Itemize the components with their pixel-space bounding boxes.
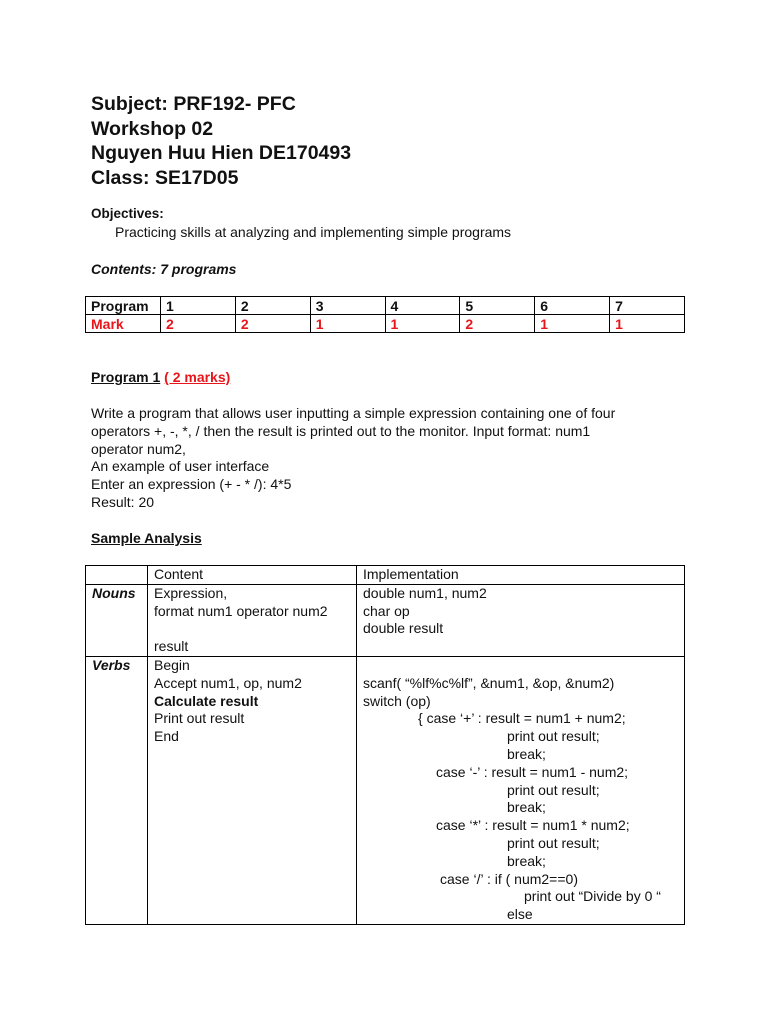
nouns-content-line: result bbox=[154, 638, 189, 655]
description-line: operators +, -, *, / then the result is printed out to the monitor. Input format: num1 bbox=[91, 422, 591, 439]
nouns-content-line: format num1 operator num2 bbox=[154, 602, 328, 619]
analysis-table bbox=[85, 565, 685, 925]
mark-value: 1 bbox=[535, 315, 610, 333]
verbs-label: Verbs bbox=[86, 656, 148, 924]
verbs-impl-line: print out result; bbox=[507, 834, 600, 851]
verbs-implementation bbox=[357, 656, 685, 924]
program-number: 1 bbox=[161, 297, 236, 315]
verbs-impl-line: case ‘*’ : result = num1 * num2; bbox=[436, 817, 630, 834]
program-label: Program bbox=[86, 297, 161, 315]
objectives-label: Objectives: bbox=[91, 206, 164, 221]
mark-value: 2 bbox=[161, 315, 236, 333]
program-number: 7 bbox=[610, 297, 685, 315]
objectives-text: Practicing skills at analyzing and implementing simple programs bbox=[115, 224, 512, 240]
workshop-title: Workshop 02 bbox=[91, 117, 214, 140]
verbs-content-line: Accept num1, op, num2 bbox=[154, 674, 302, 691]
title-block bbox=[91, 92, 351, 190]
mark-label: Mark bbox=[86, 315, 161, 333]
mark-value: 1 bbox=[610, 315, 685, 333]
nouns-content-line bbox=[154, 620, 350, 638]
empty-corner-cell bbox=[86, 566, 148, 585]
description-line: Write a program that allows user inputting a simple expression containing one of four bbox=[91, 405, 616, 421]
nouns-impl-line: double num1, num2 bbox=[363, 584, 487, 601]
program-number: 2 bbox=[235, 297, 310, 315]
verbs-content-line: End bbox=[154, 728, 179, 745]
content-column-header: Content bbox=[148, 566, 357, 585]
contents-label: Contents: 7 programs bbox=[91, 261, 237, 277]
verbs-impl-line: else bbox=[507, 906, 533, 923]
verbs-impl-line: break; bbox=[507, 852, 546, 869]
verbs-impl-line: break; bbox=[507, 745, 546, 762]
program-number: 6 bbox=[535, 297, 610, 315]
nouns-label: Nouns bbox=[86, 584, 148, 656]
program1-title: Program 1 bbox=[91, 369, 161, 385]
verbs-impl-line bbox=[363, 657, 678, 675]
mark-value: 2 bbox=[460, 315, 535, 333]
program1-description bbox=[91, 405, 651, 512]
nouns-impl-line: char op bbox=[363, 602, 410, 619]
program1-heading bbox=[91, 369, 230, 385]
verbs-impl-line: switch (op) bbox=[363, 692, 431, 709]
verbs-impl-line: print out result; bbox=[507, 728, 600, 745]
description-line: Enter an expression (+ - * /): 4*5 bbox=[91, 476, 292, 493]
sample-analysis-heading: Sample Analysis bbox=[91, 530, 202, 546]
verbs-impl-line: print out result; bbox=[507, 781, 600, 798]
mark-value: 2 bbox=[235, 315, 310, 333]
verbs-content-line: Calculate result bbox=[154, 692, 259, 709]
verbs-impl-line: { case ‘+’ : result = num1 + num2; bbox=[418, 710, 626, 727]
analysis-header-row bbox=[86, 566, 685, 585]
class-name: Class: SE17D05 bbox=[91, 166, 239, 189]
nouns-content-line: Expression, bbox=[154, 584, 228, 601]
program-row bbox=[86, 297, 685, 315]
program-number: 5 bbox=[460, 297, 535, 315]
nouns-content bbox=[148, 584, 357, 656]
verbs-content bbox=[148, 656, 357, 924]
mark-row bbox=[86, 315, 685, 333]
implementation-column-header: Implementation bbox=[357, 566, 685, 585]
mark-value: 1 bbox=[310, 315, 385, 333]
description-line: An example of user interface bbox=[91, 458, 270, 475]
verbs-impl-line: case ‘/’ : if ( num2==0) bbox=[440, 870, 578, 887]
program-number: 4 bbox=[385, 297, 460, 315]
description-line: Result: 20 bbox=[91, 493, 155, 510]
description-line: operator num2, bbox=[91, 440, 186, 457]
nouns-row bbox=[86, 584, 685, 656]
verbs-impl-line: case ‘-’ : result = num1 - num2; bbox=[436, 763, 629, 780]
verbs-impl-line: break; bbox=[507, 799, 546, 816]
verbs-impl-line: scanf( “%lf%c%lf”, &num1, &op, &num2) bbox=[363, 674, 615, 691]
program-number: 3 bbox=[310, 297, 385, 315]
verbs-content-line: Print out result bbox=[154, 710, 245, 727]
verbs-row bbox=[86, 656, 685, 924]
verbs-content-line: Begin bbox=[154, 656, 190, 673]
verbs-impl-line: print out “Divide by 0 “ bbox=[524, 888, 661, 905]
nouns-impl-line: double result bbox=[363, 620, 444, 637]
marks-table bbox=[85, 296, 685, 333]
student-name: Nguyen Huu Hien DE170493 bbox=[91, 142, 352, 164]
mark-value: 1 bbox=[385, 315, 460, 333]
subject-title: Subject: PRF192- PFC bbox=[91, 93, 296, 115]
program1-marks: ( 2 marks) bbox=[164, 369, 231, 385]
nouns-implementation bbox=[357, 584, 685, 656]
